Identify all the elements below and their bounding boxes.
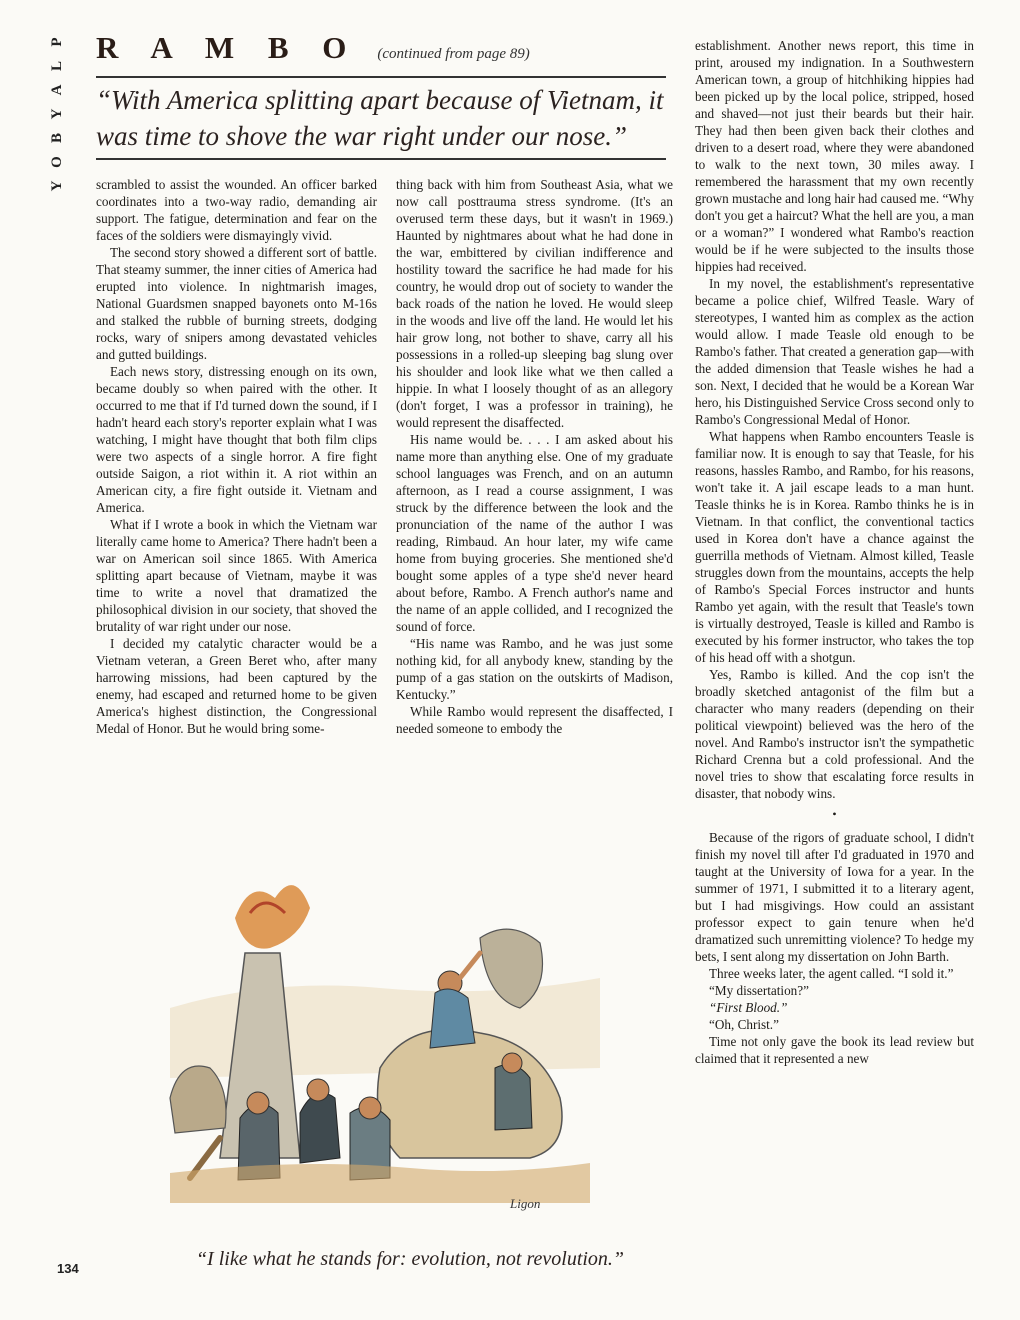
paragraph: The second story showed a different sort of battle. That steamy summer, the inner cities of America had erupted into violence. In nightmarish images, National Guardsmen snapped bayonets onto M-16s and stalked the rubble of burning streets, dodging rocks, wary of snipers among devastated vehicles and gutted buildings. [96, 245, 377, 362]
paragraph: Yes, Rambo is killed. And the cop isn't the broadly sketched antagonist of the film but a character who many readers (depending on their political viewpoint) believed was the hero of the novel. And Rambo's instructor isn't the sympathetic Richard Crenna but a cold professional. And the novel tries to show that escalating force results in disaster, that nobody wins. [695, 667, 974, 801]
paragraph: His name would be. . . . I am asked about his name more than anything else. One of my graduate school languages was French, and on an autumn afternoon, as I read a course assignment, I was struck by the difference between the look and the pronunciation of the name of the author I was reading, Rimbaud. An hour later, my wife came home from buying groceries. She mentioned she'd bought some apples of a type she'd never heard about before, Rambo. A French author's name and the name of an apple collided, and I recognized the sound of force. [396, 432, 673, 634]
top-rule [96, 76, 666, 78]
paragraph: In my novel, the establishment's representative became a police chief, Wilfred Teasle. Wary of stereotypes, I wanted him as complex as the action would allow. I made Teasle old enough to be Rambo's father. That created a generation gap—with the added dimension that Teasle wishes he had a son. Next, I decided that he would be a Korean War hero, his Distinguished Service Cross second only to Rambo's Congressional Medal of Honor. [695, 276, 974, 427]
paragraph: “First Blood.” [709, 1000, 788, 1015]
side-letter: O [49, 156, 65, 168]
paragraph: What happens when Rambo encounters Teasle is familiar now. It is enough to say that Teasle, for his reasons, hassles Rambo, and Rambo, for his reasons, won't take it. A jail escape leads to a man hunt. Teasle thinks he is in Korea. Rambo thinks he is in Vietnam. In that conflict, the conventional tactics used in Korea don't have a chance against the guerrilla methods of Vietnam. Almost killed, Teasle struggles down from the mountains, accepts the help of Rambo's Special Forces instructor and hunts Rambo yet again, with the result that Teasle's town is virtually destroyed, Teasle is killed and Rambo is executed by his former instructor, who takes the top of his head off with a shotgun. [695, 429, 974, 665]
pull-quote: “With America splitting apart because of Vietnam, it was time to shove the war right under our nose.” [96, 85, 664, 151]
section-break: • [832, 807, 837, 821]
paragraph: Because of the rigors of graduate school, I didn't finish my novel till after I'd graduated in 1970 and taught at the University of Iowa for a year. In the summer of 1971, I submitted it to a literary agent, but I had misgivings. How could an assistant professor expect to gain tenure when he'd dramatized such unremitting violence? To hedge my bets, I sent along my dissertation on John Barth. [695, 830, 974, 964]
paragraph: I decided my catalytic character would be a Vietnam veteran, a Green Beret who, after many harrowing missions, had been captured by the enemy, had escaped and returned home to be given America's highest distinction, the Congressional Medal of Honor. But he would bring some- [96, 636, 377, 736]
page-number: 134 [57, 1261, 79, 1276]
article-title: R A M B O [96, 30, 360, 65]
paragraph: scrambled to assist the wounded. An officer barked coordinates into a two-way radio, demanding air support. The fatigue, determination and fear on the faces of the soldiers were dismayingly vivid. [96, 177, 377, 243]
column-1 [96, 176, 377, 737]
side-letter: P [49, 37, 65, 47]
artist-signature: Ligon [510, 1196, 541, 1211]
paragraph: thing back with him from Southeast Asia, what we now call posttrauma stress syndrome. (It's an overused term these days, but it wasn't in 1969.) Haunted by nightmares about what he had done in the war, embittered by civilian indifference and hostility toward the sacrifice he had made for his country, he would drop out of society to wander the back roads of the nation he loved. He would sleep in the woods and live off the land. He would let his hair grow long, not bother to shave, carry all his possessions in a rolled-up sleeping bag slung over his shoulder and look like what we then called a hippie. In what I loosely thought of as an allegory (don't forget, I was a professor in training), he would represent the disaffected. [396, 177, 673, 430]
column-2 [396, 176, 673, 737]
paragraph: Three weeks later, the agent called. “I sold it.” [709, 966, 954, 981]
paragraph: What if I wrote a book in which the Vietnam war literally came home to America? There hadn't been a war on American soil since 1865. With America splitting apart because of Vietnam, maybe it was time to write a novel that dramatized the philosophical division in our society, that shoved the brutality of war right under our nose. [96, 517, 377, 634]
side-letter: A [49, 84, 65, 96]
bottom-rule [96, 158, 666, 160]
paragraph: Time not only gave the book its lead review but claimed that it represented a new [695, 1034, 974, 1066]
cartoon-illustration [150, 858, 610, 1233]
side-letter: L [49, 61, 65, 72]
paragraph: While Rambo would represent the disaffected, I needed someone to embody the [396, 704, 673, 736]
side-letter: Y [49, 108, 65, 120]
cartoon-caption: “I like what he stands for: evolution, not revolution.” [195, 1248, 625, 1270]
paragraph: Each news story, distressing enough on its own, became doubly so when paired with the other. It occurred to me that if I'd turned down the sound, if I hadn't heard each story's reporter explain what I was watching, I might have thought that both film clips were two aspects of a single horror. A fire fight outside Saigon, a riot within it. A riot within an American city, a fire fight outside it. Vietnam and America. [96, 364, 377, 515]
paragraph: “His name was Rambo, and he was just some nothing kid, for all anybody knew, standing by the pump of a gas station on the outskirts of Madison, Kentucky.” [396, 636, 673, 702]
side-letter: B [49, 133, 65, 144]
paragraph: “Oh, Christ.” [709, 1017, 779, 1032]
magazine-side-title [49, 30, 72, 198]
column-3 [695, 37, 974, 1067]
paragraph: establishment. Another news report, this time in print, aroused my indignation. In a Southwestern American town, a group of hitchhiking hippies had been picked up by the local police, stripped, hosed and shaved—not just their beards but their hair. They had then been given back their clothes and driven to a desert road, where they were abandoned to walk to the next town, 30 miles away. I remembered the harassment that my own recently grown mustache and long hair had caused me. “Why don't you get a haircut? What the hell are you, a man or a woman?” I wondered what Rambo's reaction would be if he were subjected to the insults those hippies had received. [695, 38, 974, 274]
article-header [96, 30, 666, 70]
continued-note: (continued from page 89) [377, 46, 530, 62]
side-letter: Y [49, 180, 65, 192]
paragraph: “My dissertation?” [709, 983, 809, 998]
